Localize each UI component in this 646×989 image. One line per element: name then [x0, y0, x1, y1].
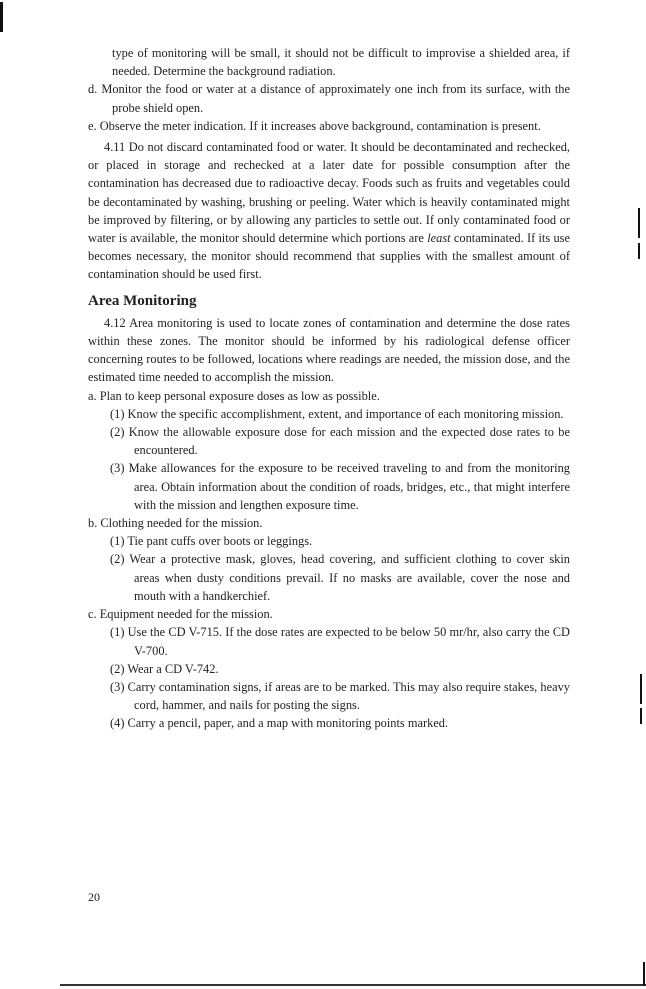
list-item-c2: (2) Wear a CD V-742. [110, 661, 219, 676]
step-e: e. Observe the meter indication. If it increases above background, contamination is present. [88, 118, 541, 133]
list-item-c4: (4) Carry a pencil, paper, and a map with monitoring points marked. [110, 716, 449, 731]
list-item-c: c. Equipment needed for the mission. [88, 607, 273, 622]
continued-paragraph: type of monitoring will be small, it should not be difficult to improvise a shielded area, if needed. Determine the background radiation. [112, 46, 570, 79]
paragraph-4-11 [88, 138, 570, 284]
list-item-a: a. Plan to keep personal exposure doses as low as possible. [88, 388, 380, 403]
list-item-c1: (1) Use the CD V-715. If the dose rates are expected to be below 50 mr/hr, also carry the CD V-700. [110, 625, 570, 658]
margin-bar-upper-2 [638, 243, 640, 259]
list-item-c3: (3) Carry contamination signs, if areas are to be marked. This may also require stakes, heavy cord, hammer, and nails for posting the signs. [110, 679, 570, 713]
section-heading: Area Monitoring [88, 292, 197, 309]
list-item-b2: (2) Wear a protective mask, gloves, head covering, and sufficient clothing to cover skin areas when dusty conditions prevail. If no masks are available, cover the nose and mouth with a handkerchief. [110, 552, 570, 603]
list-item-a2: (2) Know the allowable exposure dose for each mission and the expected dose rates to be encountered. [110, 425, 570, 458]
bottom-corner-mark [643, 962, 645, 986]
bottom-rule [60, 984, 646, 986]
paragraph-4-11-emphasis: least [427, 231, 451, 246]
page-number: 20 [88, 890, 100, 904]
margin-bar-lower-1 [640, 674, 642, 704]
paragraph-4-12: 4.12 Area monitoring is used to locate zones of contamination and determine the dose rates within these zones. The monitor should be informed by his radiological defense officer concerning routes to be followed, locations where readings are needed, the mission dose, and the estimated time needed to accomplish the mission. [88, 315, 570, 385]
list-item-a3: (3) Make allowances for the exposure to be received traveling to and from the monitoring area. Obtain information about the condition of roads, bridges, etc., that might interfere with the mission and lengthen exposure time. [110, 461, 570, 512]
step-d: d. Monitor the food or water at a distance of approximately one inch from its surface, with the probe shield open. [88, 82, 570, 115]
margin-bar-lower-2 [640, 708, 642, 724]
document-page [88, 44, 570, 733]
list-item-b1: (1) Tie pant cuffs over boots or leggings. [110, 534, 313, 549]
list-item-b: b. Clothing needed for the mission. [88, 516, 263, 531]
list-item-a1: (1) Know the specific accomplishment, extent, and importance of each monitoring mission. [110, 406, 564, 421]
corner-mark [0, 2, 3, 32]
paragraph-4-11-text-b: contaminated. If its use becomes necessary, the monitor should recommend that supplies with the smallest amount of contamination should be used first. [88, 231, 570, 282]
margin-bar-upper-1 [638, 208, 640, 238]
paragraph-4-11-text-a: 4.11 Do not discard contaminated food or water. It should be decontaminated and rechecked, or placed in storage and rechecked at a later date for possible consumption after the contamination has decreased due to radioactive decay. Foods such as fruits and vegetables could be decontaminated by washing, brushing or peeling. Water which is heavily contaminated might be improved by filtering, or by allowing any particles to settle out. If only contaminated food or water is available, the monitor should determine which portions are [88, 140, 570, 246]
